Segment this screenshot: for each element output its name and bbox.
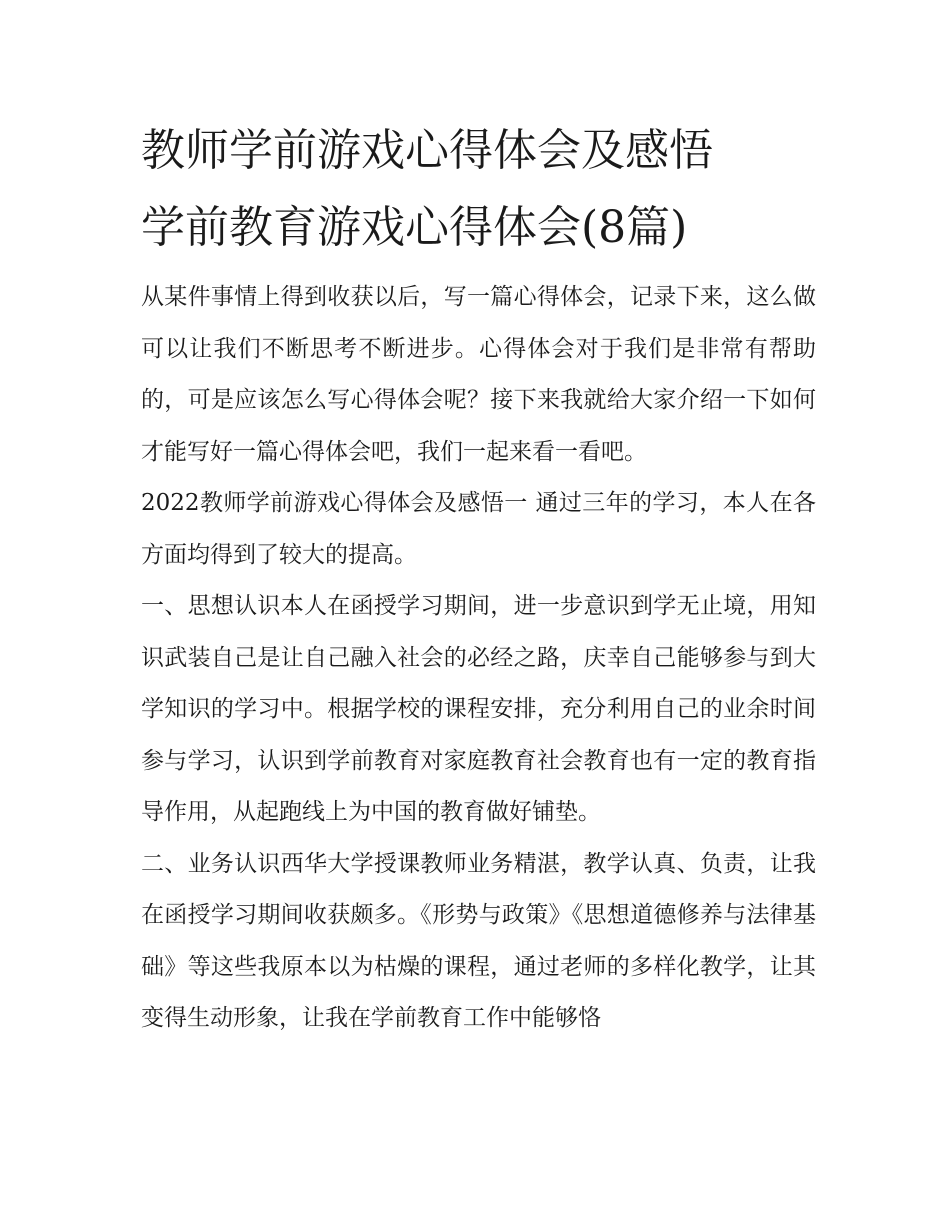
paragraph-article-one: 2022教师学前游戏心得体会及感悟一 通过三年的学习，本人在各方面均得到了较大的提高。 xyxy=(141,490,816,568)
paragraph-intro: 从某件事情上得到收获以后，写一篇心得体会，记录下来，这么做可以让我们不断思考不断进步。心得体会对于我们是非常有帮助的，可是应该怎么写心得体会呢？接下来我就给大家介绍一下如何才能写好一篇心得体会吧，我们一起来看一看吧。 xyxy=(141,284,816,465)
document-body xyxy=(141,272,816,1045)
document-content xyxy=(141,112,816,1045)
document-title xyxy=(141,112,816,266)
paragraph-section-two: 二、业务认识西华大学授课教师业务精湛，教学认真、负责，让我在函授学习期间收获颇多。《形势与政策》《思想道德修养与法律基础》等这些我原本以为枯燥的课程，通过老师的多样化教学，让其变得生动形象，让我在学前教育工作中能够恪 xyxy=(141,850,816,1031)
title-line-2: 学前教育游戏心得体会(8篇) xyxy=(141,202,688,253)
title-line-1: 教师学前游戏心得体会及感悟 xyxy=(141,125,713,176)
paragraph-section-one: 一、思想认识本人在函授学习期间，进一步意识到学无止境，用知识武装自己是让自己融入社会的必经之路，庆幸自己能够参与到大学知识的学习中。根据学校的课程安排，充分利用自己的业余时间参与学习，认识到学前教育对家庭教育社会教育也有一定的教育指导作用，从起跑线上为中国的教育做好铺垫。 xyxy=(141,593,816,825)
